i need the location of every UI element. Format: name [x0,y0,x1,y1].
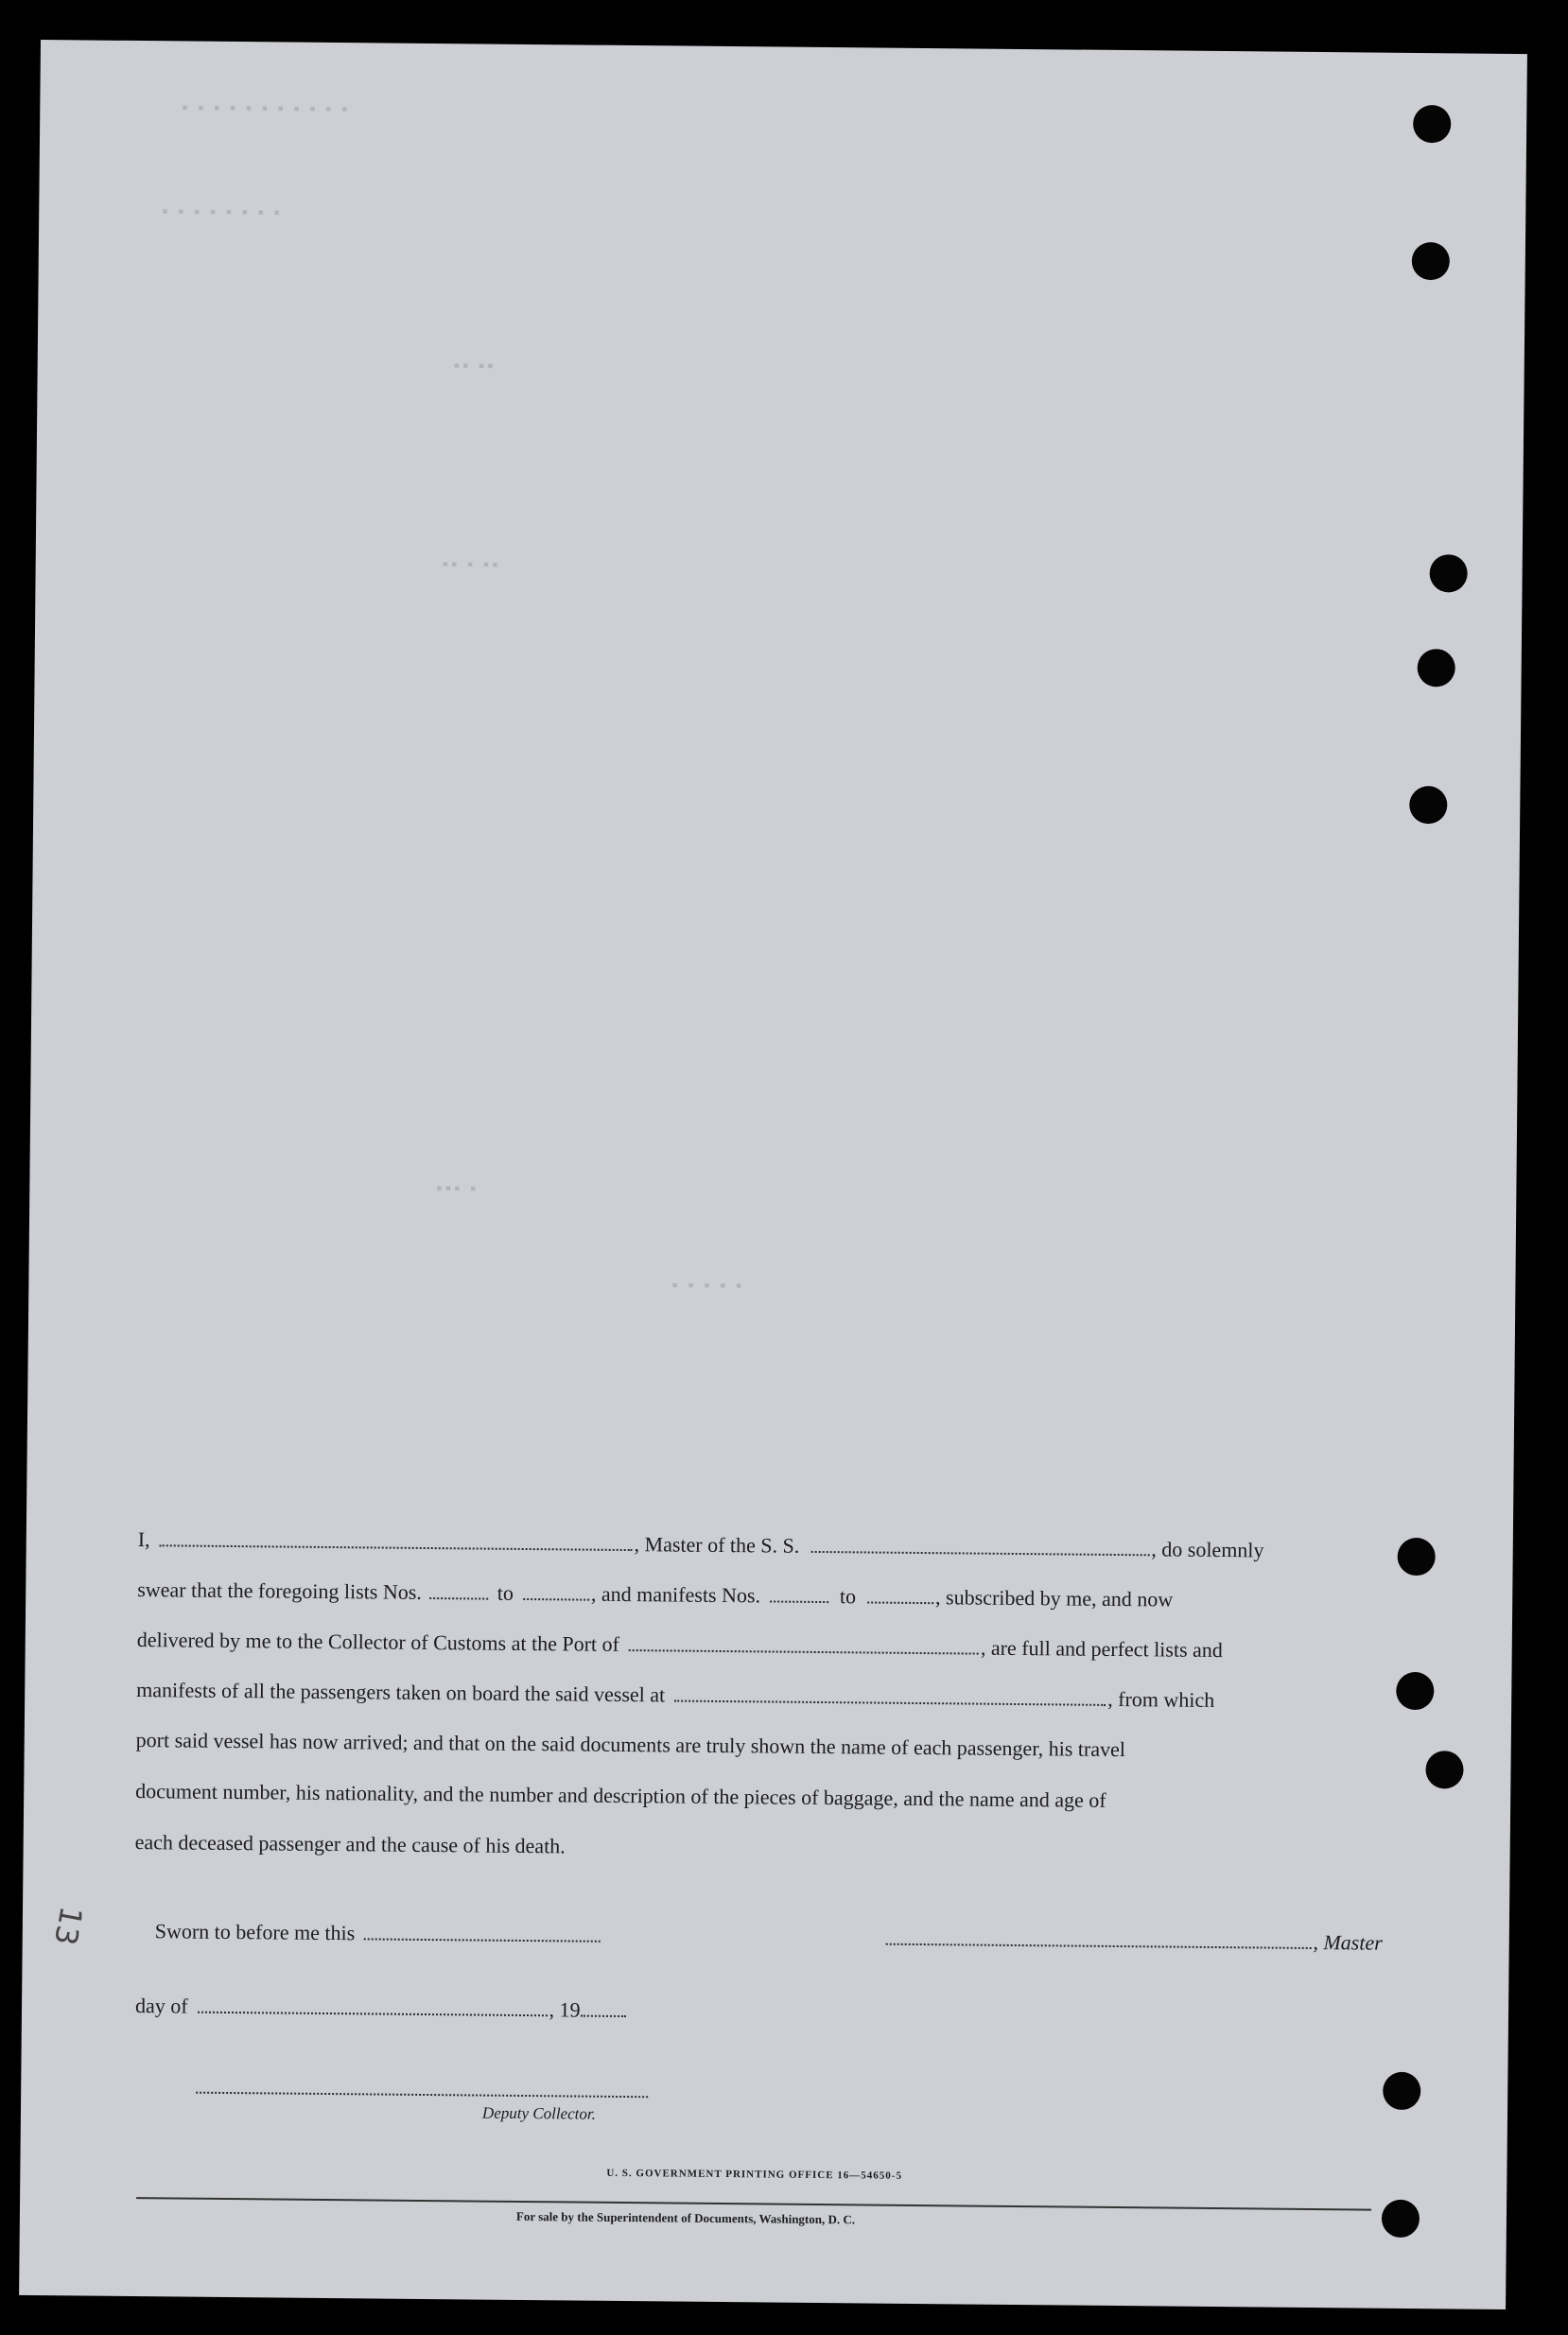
year-label: , 19 [549,1997,581,2022]
punch-hole [1409,786,1447,824]
punch-hole [1413,105,1451,143]
manifests-label: manifests of all the passengers taken on board the said vessel at [136,1678,666,1707]
margin-number: 13 [46,1903,90,1948]
sworn-section [154,1917,1383,1955]
oath-line-6 [135,1777,1382,1818]
swear-label: swear that the foregoing lists Nos. [137,1577,422,1604]
gpo-imprint: U. S. GOVERNMENT PRINTING OFFICE 16—54650-5 [606,2167,903,2182]
to-label-2: to [839,1584,857,1609]
master-of-ss-label: , Master of the S. S. [634,1532,800,1558]
manifests-to-field[interactable] [867,1586,933,1604]
bleed-through-text: ▪ ▪ ▪ ▪ ▪ ▪ ▪ ▪ [162,201,283,222]
delivered-label: delivered by me to the Collector of Customs at the Port of [136,1628,620,1656]
form-page [19,40,1527,2309]
day-month-field[interactable] [198,1996,548,2017]
oath-line-4 [136,1676,1383,1716]
day-of-label: day of [134,1994,188,2018]
oath-line-3 [137,1626,1384,1666]
manifests-from-field[interactable] [770,1585,828,1603]
bottom-rule [136,2197,1371,2211]
oath-text: each deceased passenger and the cause of his death. [134,1830,566,1858]
full-perfect-label: , are full and perfect lists and [980,1635,1223,1663]
and-manifests-label: , and manifests Nos. [590,1581,761,1608]
sworn-label: Sworn to before me this [154,1919,356,1945]
master-name-field[interactable] [160,1529,633,1551]
oath-text: port said vessel has now arrived; and that on the said documents are truly shown the name of each passenger, his travel [135,1728,1126,1762]
punch-hole [1382,2200,1420,2238]
punch-hole [1396,1672,1434,1710]
sworn-line [155,1917,1383,1957]
embarkation-port-field[interactable] [674,1685,1106,1706]
lists-to-field[interactable] [523,1583,589,1601]
sworn-date-field[interactable] [364,1923,601,1942]
oath-line-7 [135,1828,1382,1869]
oath-paragraph [134,1525,1385,1858]
vessel-name-field[interactable] [810,1536,1149,1556]
oath-i: I, [137,1527,150,1552]
port-field[interactable] [629,1634,979,1655]
lists-from-field[interactable] [429,1582,488,1600]
punch-hole [1383,2072,1420,2110]
punch-hole [1412,242,1450,280]
from-which-label: , from which [1107,1686,1215,1712]
bleed-through-text: ▪▪ ▪ ▪▪ [442,554,501,574]
deputy-collector-label: Deputy Collector. [481,2103,596,2123]
punch-hole [1397,1538,1435,1576]
year-field[interactable] [581,2000,626,2017]
bleed-through-text: ▪ ▪ ▪ ▪ ▪ ▪ ▪ ▪ ▪ ▪ ▪ [182,97,351,119]
deputy-collector-signature-line[interactable] [196,2092,648,2099]
oath-text: document number, his nationality, and the number and description of the pieces of baggage, and the name and age of [135,1779,1106,1812]
oath-line-5 [136,1726,1383,1767]
oath-line-2 [137,1576,1384,1616]
subscribed-label: , subscribed by me, and now [935,1585,1174,1612]
oath-line-1 [138,1525,1385,1566]
master-signature-label: , Master [1313,1930,1383,1955]
day-of-section [134,1992,703,2022]
bleed-through-text: ▪▪▪ ▪ [436,1178,479,1198]
for-sale-imprint: For sale by the Superintendent of Documents, Washington, D. C. [515,2208,856,2227]
punch-hole [1429,554,1467,592]
master-signature-field[interactable] [885,1928,1311,1949]
punch-hole [1418,649,1455,687]
do-solemnly-label: , do solemnly [1151,1537,1264,1562]
bleed-through-text: ▪ ▪ ▪ ▪ ▪ [671,1275,745,1296]
bleed-through-text: ▪▪ ▪▪ [453,356,497,375]
punch-hole [1425,1751,1463,1788]
to-label-1: to [497,1580,514,1605]
day-of-line [135,1992,703,2026]
